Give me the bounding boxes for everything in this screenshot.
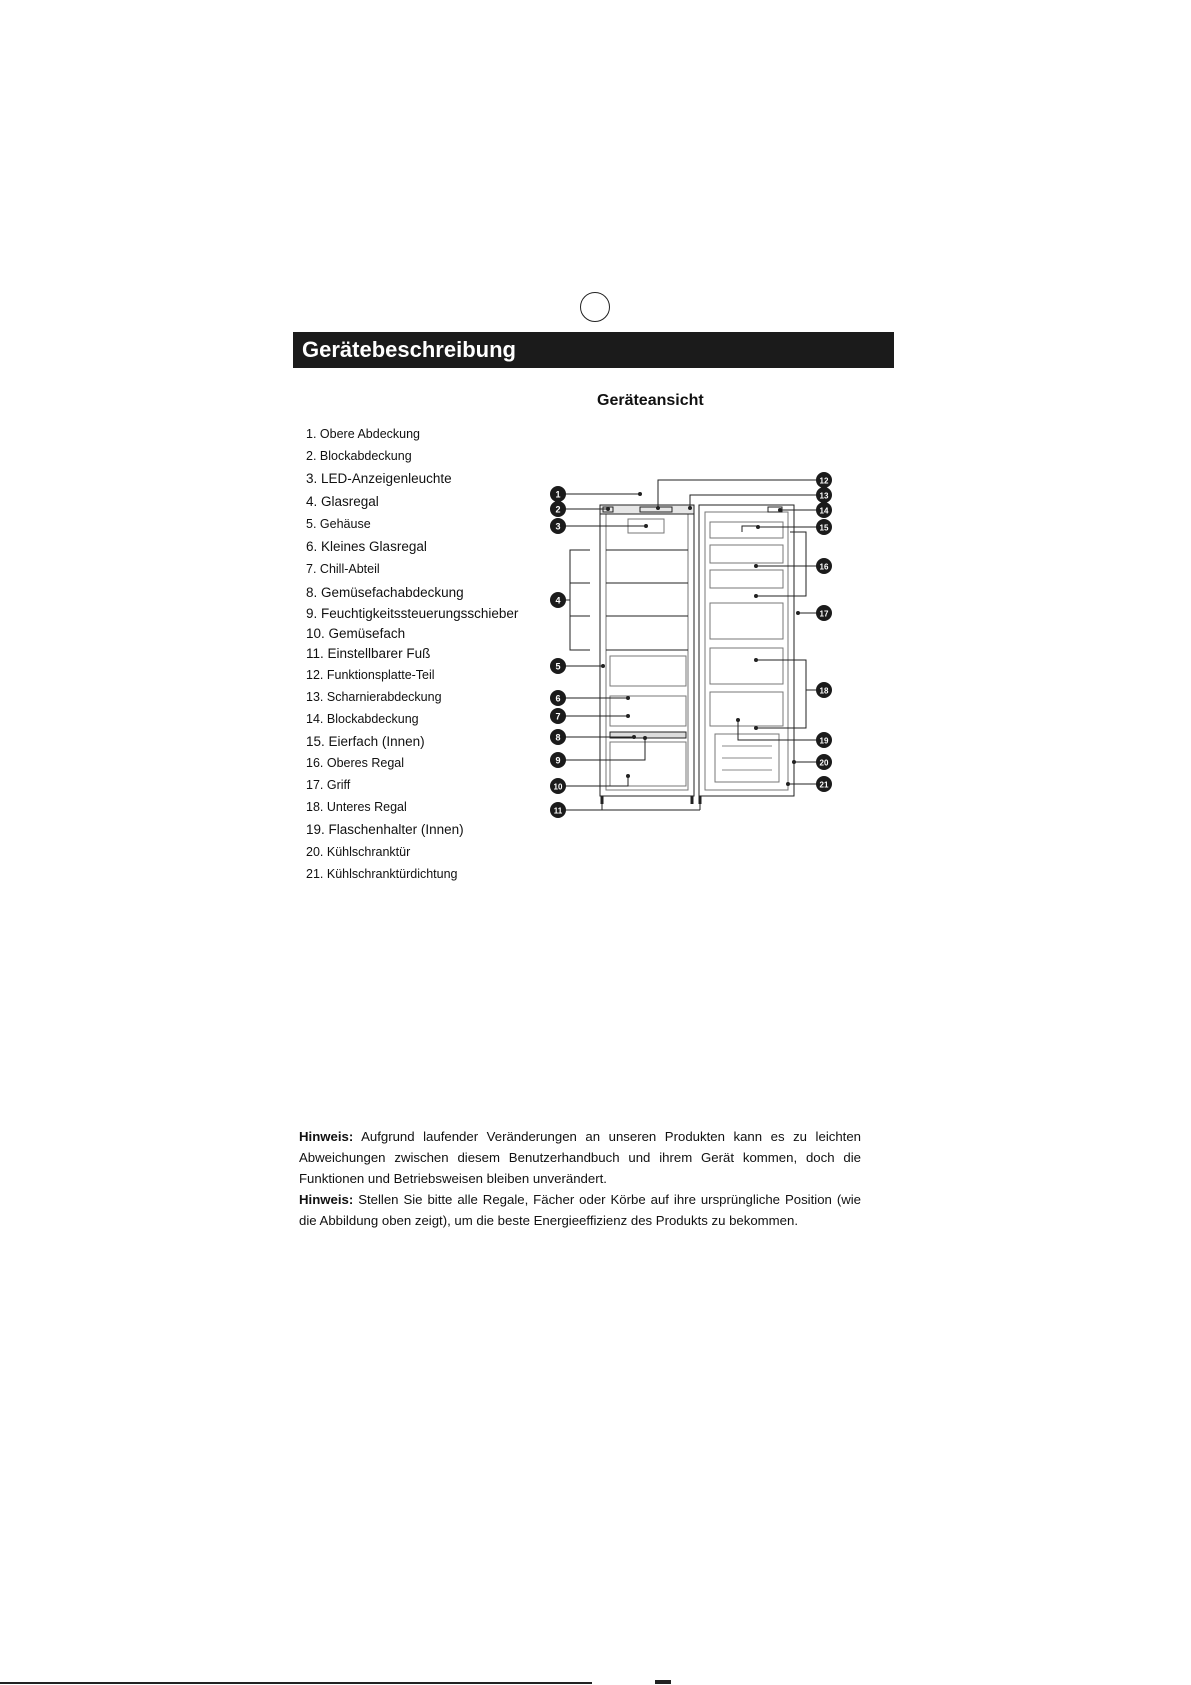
bottle-holder bbox=[710, 692, 783, 726]
part-item bbox=[306, 778, 350, 792]
callout-15 bbox=[742, 519, 832, 535]
egg-tray bbox=[710, 522, 783, 538]
callout-14 bbox=[778, 502, 832, 518]
diagram-drawing bbox=[600, 505, 794, 804]
callout-10-number: 10 bbox=[553, 782, 563, 792]
part-number: 21. bbox=[306, 867, 324, 881]
part-label: Blockabdeckung bbox=[319, 449, 412, 463]
part-label: Scharnierabdeckung bbox=[326, 690, 442, 704]
small-glass-shelf bbox=[610, 656, 686, 686]
callout-5 bbox=[550, 658, 605, 674]
callout-21 bbox=[786, 776, 832, 792]
part-number: 11. bbox=[306, 646, 324, 661]
crisper-drawer bbox=[610, 742, 686, 786]
callout-8-number: 8 bbox=[555, 732, 561, 743]
part-label: Griff bbox=[326, 778, 351, 792]
callout-13 bbox=[688, 487, 832, 510]
part-label: Blockabdeckung bbox=[326, 712, 419, 726]
part-item bbox=[306, 427, 420, 441]
note-2 bbox=[299, 1189, 861, 1231]
part-label: Kleines Glasregal bbox=[321, 539, 427, 554]
note-2-label: Hinweis: bbox=[299, 1192, 354, 1207]
note-1-text: Aufgrund laufender Veränderungen an unseren Produkten kann es zu leichten Abweichungen zwischen diesem Benutzerhandbuch und ihrem Gerät kommen, doch die Funktionen und Betriebsweisen bleiben unverändert. bbox=[299, 1129, 862, 1186]
callout-1-number: 1 bbox=[555, 489, 561, 500]
part-label: Unteres Regal bbox=[326, 800, 407, 814]
part-number: 16. bbox=[306, 756, 324, 770]
refrigerator-diagram bbox=[548, 470, 838, 820]
part-number: 14. bbox=[306, 712, 324, 726]
part-item bbox=[306, 800, 407, 814]
cabinet-inner bbox=[606, 512, 688, 790]
callout-9-number: 9 bbox=[555, 755, 561, 766]
part-item bbox=[306, 471, 452, 486]
callout-17 bbox=[796, 605, 832, 621]
callout-4 bbox=[550, 550, 590, 650]
part-number: 18. bbox=[306, 800, 324, 814]
callout-18-number: 18 bbox=[819, 686, 829, 696]
upper-shelf-2 bbox=[710, 570, 783, 588]
callout-5-number: 5 bbox=[555, 661, 561, 672]
callout-1 bbox=[550, 486, 642, 502]
part-item bbox=[306, 517, 371, 531]
callout-19 bbox=[736, 718, 832, 748]
callout-2 bbox=[550, 501, 610, 517]
callout-8 bbox=[550, 729, 636, 745]
callout-20-number: 20 bbox=[819, 758, 829, 768]
part-label: Flaschenhalter (Innen) bbox=[328, 822, 464, 837]
part-label: Einstellbarer Fuß bbox=[327, 646, 431, 661]
callout-17-number: 17 bbox=[819, 609, 829, 619]
part-label: Oberes Regal bbox=[326, 756, 404, 770]
part-number: 6. bbox=[306, 539, 318, 554]
callout-21-number: 21 bbox=[819, 780, 829, 790]
part-number: 19. bbox=[306, 822, 325, 837]
part-item bbox=[306, 822, 464, 837]
part-item bbox=[306, 539, 427, 554]
part-number: 7. bbox=[306, 562, 317, 576]
section-title: Gerätebeschreibung bbox=[302, 337, 516, 362]
part-number: 15. bbox=[306, 734, 325, 749]
callout-19-number: 19 bbox=[819, 736, 829, 746]
part-item bbox=[306, 867, 458, 881]
part-label: Glasregal bbox=[321, 494, 379, 509]
part-label: Funktionsplatte-Teil bbox=[326, 668, 435, 682]
part-item bbox=[306, 712, 419, 726]
part-item bbox=[306, 626, 405, 641]
chill-compartment bbox=[610, 696, 686, 726]
view-title: Geräteansicht bbox=[597, 392, 704, 409]
part-label: Obere Abdeckung bbox=[319, 427, 420, 441]
part-label: Kühlschranktür bbox=[326, 845, 411, 859]
callout-11 bbox=[550, 802, 700, 818]
part-label: Gehäuse bbox=[319, 517, 371, 531]
part-item bbox=[306, 585, 464, 600]
part-number: 2. bbox=[306, 449, 317, 463]
part-label: Eierfach (Innen) bbox=[328, 734, 425, 749]
part-number: 1. bbox=[306, 427, 317, 441]
door-outline bbox=[699, 505, 794, 796]
lower-shelf-1 bbox=[710, 603, 783, 639]
part-label: Chill-Abteil bbox=[319, 562, 380, 576]
part-item bbox=[306, 449, 412, 463]
part-number: 9. bbox=[306, 606, 318, 621]
part-number: 5. bbox=[306, 517, 317, 531]
upper-shelf-1 bbox=[710, 545, 783, 563]
callout-3-number: 3 bbox=[555, 521, 561, 532]
callout-3 bbox=[550, 518, 648, 534]
parts-list bbox=[306, 0, 546, 900]
part-item bbox=[306, 646, 430, 661]
part-item bbox=[306, 756, 404, 770]
part-item bbox=[306, 562, 380, 576]
part-number: 3. bbox=[306, 471, 318, 486]
part-label: Feuchtigkeitssteuerungsschieber bbox=[321, 606, 519, 621]
callout-16-number: 16 bbox=[819, 562, 829, 572]
callout-12-number: 12 bbox=[819, 476, 829, 486]
part-label: Gemüsefach bbox=[328, 626, 406, 641]
footer-mark bbox=[655, 1680, 671, 1684]
page-number-circle bbox=[580, 292, 610, 322]
top-cover bbox=[600, 505, 694, 514]
callout-13-number: 13 bbox=[819, 491, 829, 501]
part-label: Kühlschranktürdichtung bbox=[326, 867, 458, 881]
part-number: 20. bbox=[306, 845, 324, 859]
footer-rule bbox=[0, 1682, 592, 1684]
callout-7-number: 7 bbox=[555, 711, 561, 722]
callout-7 bbox=[550, 708, 630, 724]
door-gasket bbox=[705, 512, 788, 790]
notes-block bbox=[299, 1126, 861, 1231]
callout-2-number: 2 bbox=[555, 504, 561, 515]
callout-4-number: 4 bbox=[555, 595, 561, 606]
part-number: 17. bbox=[306, 778, 324, 792]
part-item bbox=[306, 845, 410, 859]
callout-12 bbox=[656, 472, 832, 510]
lower-shelf-2 bbox=[710, 648, 783, 684]
part-item bbox=[306, 690, 442, 704]
callout-14-number: 14 bbox=[819, 506, 829, 516]
note-1-label: Hinweis: bbox=[299, 1129, 354, 1144]
part-item bbox=[306, 668, 435, 682]
callout-6-number: 6 bbox=[555, 693, 561, 704]
callout-6 bbox=[550, 690, 630, 706]
part-item bbox=[306, 606, 518, 621]
callouts bbox=[550, 472, 832, 818]
part-number: 8. bbox=[306, 585, 318, 600]
callout-11-number: 11 bbox=[553, 806, 563, 816]
part-item bbox=[306, 494, 379, 509]
part-item bbox=[306, 734, 425, 749]
callout-20 bbox=[792, 754, 832, 770]
part-number: 4. bbox=[306, 494, 318, 509]
part-number: 12. bbox=[306, 668, 324, 682]
part-label: Gemüsefachabdeckung bbox=[321, 585, 464, 600]
note-2-text: Stellen Sie bitte alle Regale, Fächer oder Körbe auf ihre ursprüngliche Position (wie die Abbildung oben zeigt), um die beste Energieeffizienz des Produkts zu bekommen. bbox=[299, 1192, 861, 1228]
part-number: 10. bbox=[306, 626, 325, 641]
callout-18 bbox=[754, 658, 832, 730]
note-1 bbox=[299, 1126, 861, 1189]
callout-10 bbox=[550, 774, 630, 794]
part-number: 13. bbox=[306, 690, 324, 704]
callout-15-number: 15 bbox=[819, 523, 829, 533]
part-label: LED-Anzeigenleuchte bbox=[321, 471, 452, 486]
